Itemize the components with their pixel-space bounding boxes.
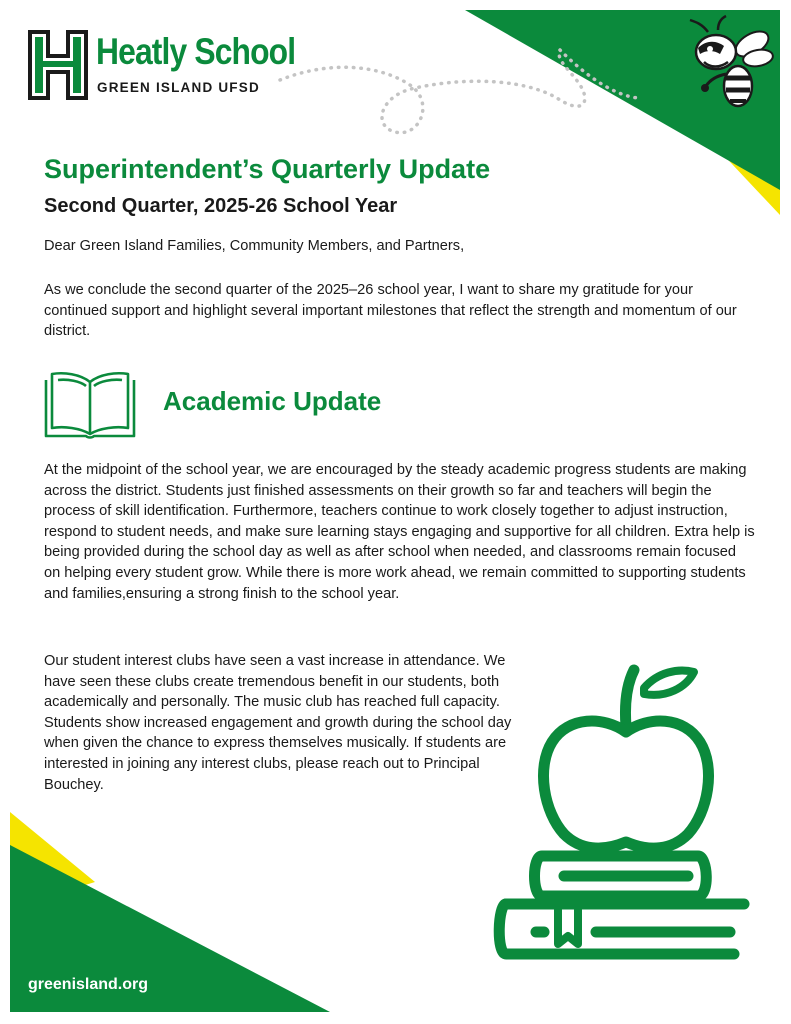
h-logo-icon bbox=[26, 28, 90, 102]
dotted-trail bbox=[260, 40, 640, 150]
section-heading-academic: Academic Update bbox=[163, 386, 382, 416]
letter-intro: As we conclude the second quarter of the 2025–26 school year, I want to share my gratitude for your continued support and highlight several important milestones that reflect the strength and momentum of our district. bbox=[44, 282, 737, 340]
apple-on-books-icon bbox=[492, 660, 762, 970]
school-logo bbox=[26, 28, 296, 104]
letter-greeting: Dear Green Island Families, Community Members, and Partners, bbox=[44, 238, 465, 254]
hornet-mascot-icon bbox=[686, 14, 776, 110]
academic-paragraph-2: Our student interest clubs have seen a vast increase in attendance. We have seen these clubs create tremendous benefit in our students, both academically and personally. The music club has reached full capacity. Students show increased engagement and growth during the school day when given the chance to express themselves musically. If students are interested in joining any interest clubs, please reach out to Principal Bouchey. bbox=[44, 653, 512, 793]
district-name: GREEN ISLAND UFSD bbox=[97, 80, 260, 95]
page-title: Superintendent’s Quarterly Update bbox=[44, 154, 491, 184]
school-name: Heatly School bbox=[96, 31, 296, 72]
academic-paragraph-1: At the midpoint of the school year, we are encouraged by the steady academic progress students are making across the district. Students just finished assessments on their growth so far and teachers will begin the process of skill identification. Furthermore, teachers continue to work closely together to adjust instruction, respond to student needs, and make sure learning stays engaging and supportive for all children. Extra help is being provided during the school day as well as after school when needed, and classrooms remain focused on helping every student grow. While there is more work ahead, we remain committed to supporting students and families,ensuring a strong finish to the school year. bbox=[44, 462, 755, 602]
page-subtitle: Second Quarter, 2025-26 School Year bbox=[44, 195, 398, 217]
footer-website-link[interactable]: greenisland.org bbox=[28, 976, 149, 993]
open-book-icon bbox=[42, 368, 138, 440]
